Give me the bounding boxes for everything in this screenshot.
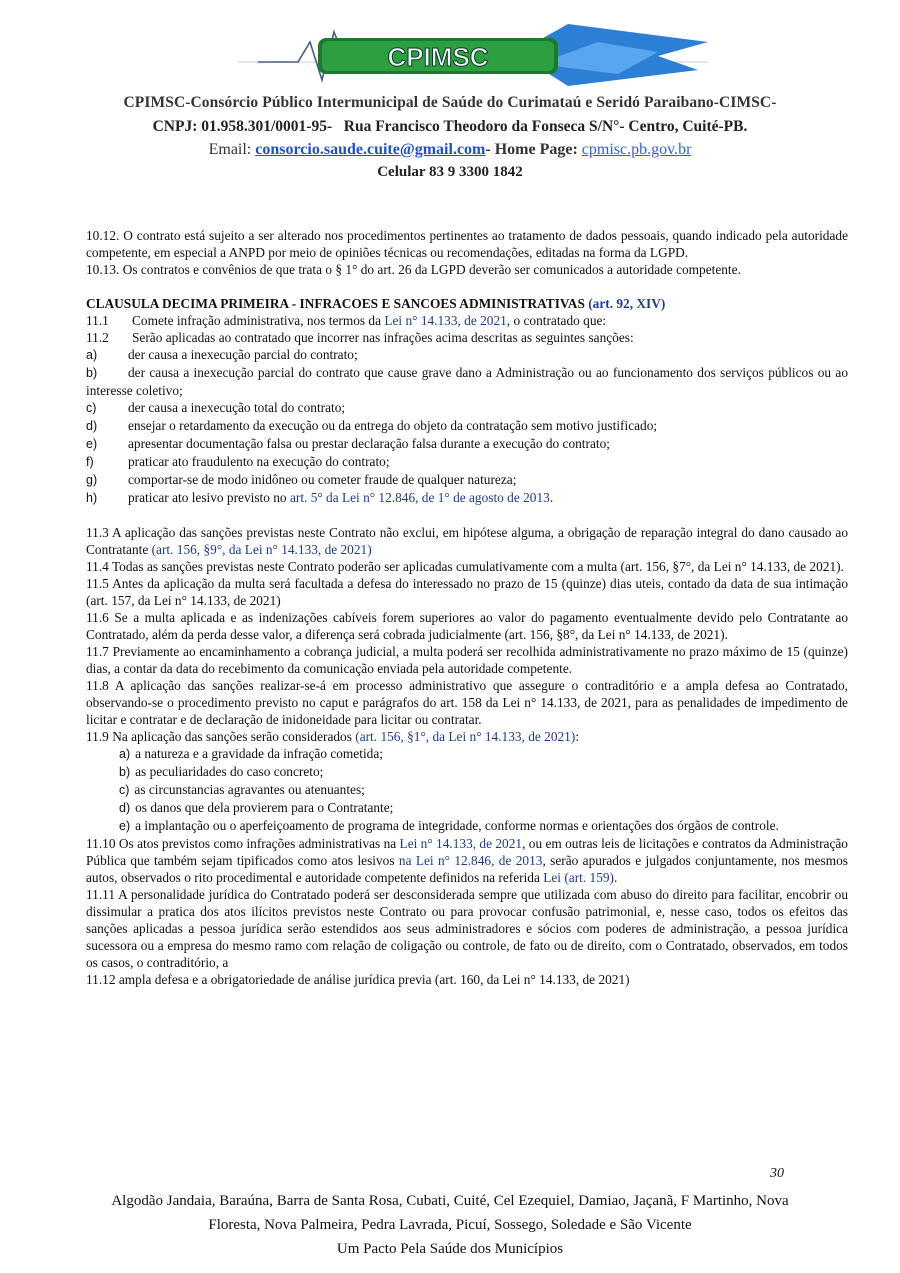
consideration-item [86,763,848,781]
law-ref: Lei n° 14.133, de 2021 [399,836,523,851]
header-title: CPIMSC-Consórcio Público Intermunicipal de Saúde do Curimataú e Seridó Paraibano-CIMSC- [123,94,777,111]
item-label: b) [86,366,98,380]
clause-text: 11.9 Na aplicação das sanções serão considerados [86,729,352,744]
clause-11-12: 11.12 ampla defesa e a obrigatoriedade de análise jurídica previa (art. 160, da Lei n° 14.133, de 2021) [86,972,630,987]
email-link[interactable]: consorcio.saude.cuite@gmail.com [255,141,486,158]
clause-11-6: 11.6 Se a multa aplicada e as indenizações cabíveis forem superiores ao valor do pagamento eventualmente devido pelo Contratante ao Contratado, além da perda desse valor, a diferença será cobrada judicialmente (art. 156, §8°, da Lei n° 14.133, de 2021). [86,610,848,642]
clause-text: Comete infração administrativa, nos termos da [132,313,382,328]
item-label: b) [119,765,131,779]
item-text: as circunstancias agravantes ou atenuantes; [134,782,365,797]
page-number: 30 [770,1166,784,1181]
footer-municipalities-1: Algodão Jandaia, Baraúna, Barra de Santa Rosa, Cubati, Cuité, Cel Ezequiel, Damiao, Jaçanã, F Martinho, Nova [111,1193,789,1209]
item-label: g) [86,473,98,487]
header-cnpj-address [0,118,900,136]
list-item [86,453,848,471]
item-label: e) [119,819,131,833]
consideration-item [86,817,848,835]
item-text: ensejar o retardamento da execução ou da entrega do objeto da contratação sem motivo justificado; [128,418,658,433]
clause-tail: : [575,729,580,744]
consideration-item [86,781,848,799]
clause-11-8: 11.8 A aplicação das sanções realizar-se-á em processo administrativo que assegure o contraditório e a ampla defesa ao Contratado, observando-se o procedimento previsto no caput e parágrafos do art. 158 da Lei n° 14.133, de 2021, para as penalidades de impedimento de licitar e contratar e de declaração de inidoneidade para licitar ou contratar. [86,678,848,727]
clause-text: 11.10 Os atos previstos como infrações administrativas na [86,836,397,851]
section-heading-text: CLAUSULA DECIMA PRIMEIRA - INFRACOES E SANCOES ADMINISTRATIVAS [86,296,585,311]
item-text: praticar ato fraudulento na execução do contrato; [128,454,390,469]
item-text: os danos que dela provierem para o Contratante; [135,800,394,815]
law-ref: Lei n° 14.133, de 2021 [384,313,507,328]
law-ref: art. 5° da Lei n° 12.846, de 1° de agosto de 2013 [289,490,550,505]
law-ref: (art. 156, §1°, da Lei n° 14.133, de 2021) [355,729,576,744]
list-item [86,417,848,435]
clause-11-7: 11.7 Previamente ao encaminhamento a cobrança judicial, a multa poderá ser recolhida administrativamente no prazo máximo de 15 (quinze) dias, a contar da data do recebimento da comunicação enviada pela autoridade competente. [86,644,848,676]
item-tail: . [549,490,554,505]
logo-text: CPIMSC [387,42,489,72]
clause-tail: , o contratado que: [506,313,607,328]
item-text: as peculiaridades do caso concreto; [135,764,324,779]
clause-11-10 [86,835,848,886]
email-label: Email: [208,141,252,158]
contract-body [86,227,848,988]
section-heading-ref: (art. 92, XIV) [588,296,666,311]
item-label: e) [86,437,98,451]
item-text: a implantação ou o aperfeiçoamento de programa de integridade, conforme normas e orientações dos órgãos de controle. [135,818,779,833]
list-item [86,399,848,417]
header-contact [0,141,900,159]
clause-number: 11.2 [86,330,109,345]
clause-11-3 [86,524,848,558]
item-text: praticar ato lesivo previsto no [128,490,287,505]
list-item [86,435,848,453]
clause-number: 11.1 [86,313,109,328]
sanctions-list [86,346,848,489]
item-text: der causa a inexecução total do contrato; [128,400,346,415]
item-text: a natureza e a gravidade da infração cometida; [135,746,383,761]
item-label: a) [119,747,131,761]
list-item [86,364,848,399]
law-ref: (art. 156, §9°, da Lei n° 14.133, de 2021) [151,542,372,557]
clause-11-11: 11.11 A personalidade jurídica do Contratado poderá ser desconsiderada sempre que utilizada com abuso do direito para facilitar, encobrir ou dissimular a pratica dos atos ilícitos previstos neste Contrato ou para provocar confusão patrimonial, e, nesse caso, todos os efeitos das sanções aplicadas a pessoa jurídica serão estendidos aos seus administradores e sócios com poderes de administração, a pessoa jurídica sucessora ou a empresa do mesmo ramo com relação de coligação ou controle, de fato ou de direito, com o Contratado, observados, em todos os casos, o contraditório, a [86,887,848,970]
clause-11-5: 11.5 Antes da aplicação da multa será facultada a defesa do interessado no prazo de 15 (quinze) dias uteis, contado da data de sua intimação (art. 157, da Lei n° 14.133, de 2021) [86,576,848,608]
clause-text: Serão aplicadas ao contratado que incorrer nas infrações acima descritas as seguintes sanções: [132,330,634,345]
clause-10-12: 10.12. O contrato está sujeito a ser alterado nos procedimentos pertinentes ao tratamento de dados pessoais, quando indicado pela autoridade competente, em especial a ANPD por meio de opiniões técnicas ou recomendações, editadas na forma da LGPD. [86,228,848,260]
item-label: a) [86,348,98,362]
home-label: - Home Page: [485,141,578,158]
item-label: h) [86,491,98,505]
home-page-link[interactable]: cpmisc.pb.gov.br [581,141,692,158]
clause-11-4: 11.4 Todas as sanções previstas neste Contrato poderão ser aplicadas cumulativamente com a multa (art. 156, §7°, da Lei n° 14.133, de 2021). [86,559,844,574]
section-heading [86,295,848,312]
item-text: comportar-se de modo inidôneo ou cometer fraude de qualquer natureza; [128,472,517,487]
clause-11-1 [86,312,848,329]
address: Rua Francisco Theodoro da Fonseca S/N°- Centro, Cuité-PB. [343,118,748,135]
clause-tail: . [614,870,618,885]
law-ref: Lei (art. 159) [543,870,614,885]
item-label: c) [119,783,130,797]
header-phone: Celular 83 9 3300 1842 [377,164,523,180]
footer-slogan: Um Pacto Pela Saúde dos Municípios [336,1241,564,1257]
list-item [86,471,848,489]
clause-text: 11.3 A aplicação das sanções previstas neste Contrato não exclui, em hipótese alguma, a obrigação de reparação integral do dano causado ao Contratante [86,525,848,557]
footer-municipalities-2: Floresta, Nova Palmeira, Pedra Lavrada, Picuí, Sossego, Soledade e São Vicente [208,1217,692,1233]
item-label: c) [86,401,97,415]
consideration-item [86,799,848,817]
law-ref: na Lei n° 12.846, de 2013 [398,853,543,868]
cpimsc-logo [238,12,708,90]
cnpj: CNPJ: 01.958.301/0001-95- [152,118,333,135]
considerations-list [86,745,848,835]
item-label: d) [86,419,98,433]
item-text: apresentar documentação falsa ou prestar declaração falsa durante a execução do contrato; [128,436,610,451]
clause-10-13: 10.13. Os contratos e convênios de que trata o § 1° do art. 26 da LGPD deverão ser comunicados a autoridade competente. [86,262,741,277]
list-item [86,346,848,364]
item-text: der causa a inexecução parcial do contrato; [128,347,358,362]
item-label: f) [86,455,94,469]
clause-text: , serão apurados e julgados conjuntamente, nos mesmos autos, observados o rito procedimental e autoridade competente definidos na referida [86,853,848,885]
clause-11-2 [86,329,848,346]
clause-11-9 [86,728,848,745]
clause-text: , ou em outras leis de licitações e contratos da Administração Pública que também sejam tipificados como atos lesivos [86,836,848,868]
item-label: d) [119,801,131,815]
list-item-h [86,489,848,507]
consideration-item [86,745,848,763]
item-text: der causa a inexecução parcial do contrato que cause grave dano a Administração ou ao funcionamento dos serviços públicos ou ao interesse coletivo; [86,365,848,398]
